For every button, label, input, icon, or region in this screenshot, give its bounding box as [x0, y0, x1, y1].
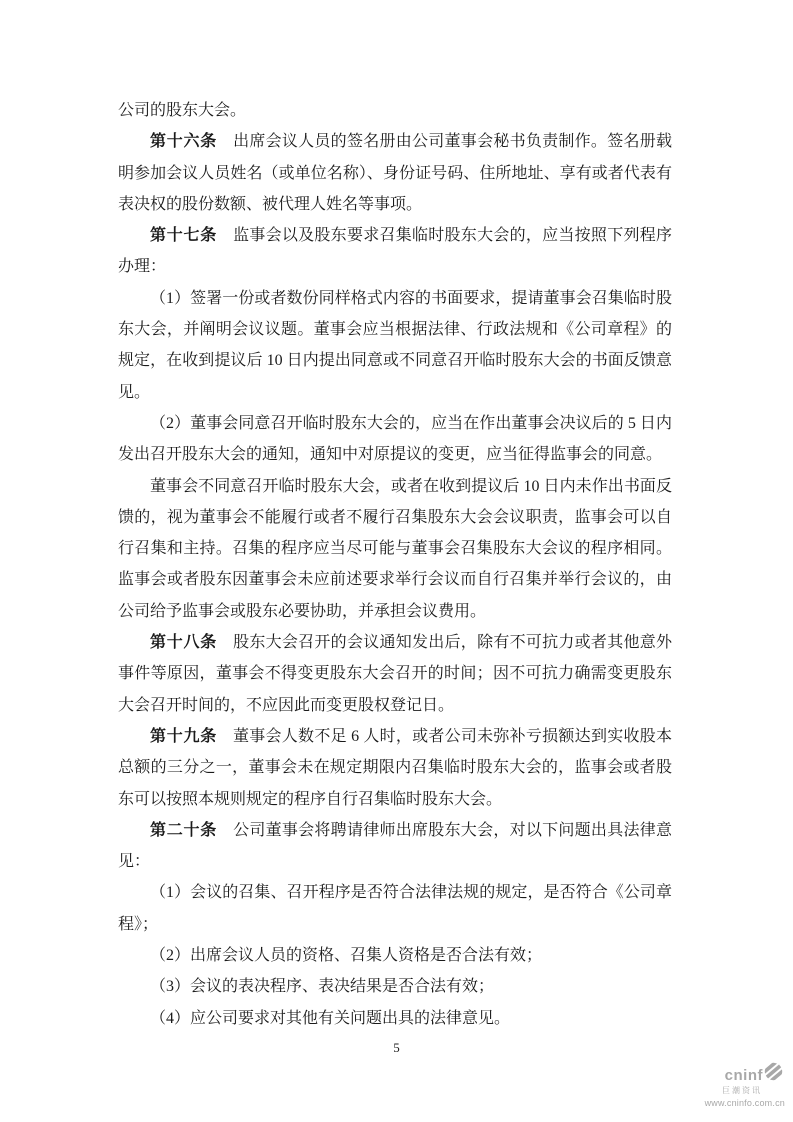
cninfo-logo-row	[695, 1065, 785, 1086]
paragraph	[118, 95, 672, 126]
paragraph-text: （2）出席会议人员的资格、召集人资格是否合法有效；	[150, 947, 543, 965]
article-number: 第二十条	[150, 821, 218, 839]
paragraph-text: 公司董事会将聘请律师出席股东大会，对以下问题出具法律意见：	[118, 821, 672, 871]
paragraph-text: 公司的股东大会。	[118, 102, 247, 119]
article-paragraph	[118, 721, 672, 815]
paragraph-text: 董事会不同意召开临时股东大会，或者在收到提议后 10 日内未作出书面反馈的，视为董事会不能履行或者不履行召集股东大会会议职责，监事会可以自行召集和主持。召集的程序应当尽可能与董事会召集股东大会议的程序相同。监事会或者股东因董事会未应前述要求举行会议而自行召集并举行会议的，由公司给予监事会或股东必要协助，并承担会议费用。	[118, 477, 672, 620]
article-paragraph	[118, 126, 672, 220]
paragraph-text: （1）签署一份或者数份同样格式内容的书面要求，提请董事会召集临时股东大会，并阐明会议议题。董事会应当根据法律、行政法规和《公司章程》的规定，在收到提议后 10 日内提出同意或不同意召开临时股东大会的书面反馈意见。	[118, 289, 672, 401]
cninfo-watermark	[695, 1065, 785, 1108]
paragraph-text: （4）应公司要求对其他有关问题出具的法律意见。	[150, 1009, 511, 1027]
paragraph	[118, 1003, 672, 1034]
paragraph	[118, 877, 672, 940]
paragraph-text: （1）会议的召集、召开程序是否符合法律法规的规定，是否符合《公司章程》；	[118, 884, 672, 933]
paragraph	[118, 408, 672, 471]
cninfo-logo-text: cninf	[724, 1067, 763, 1084]
article-number: 第十八条	[150, 634, 218, 652]
cninfo-url: www.cninfo.com.cn	[704, 1098, 785, 1108]
article-number: 第十九条	[150, 727, 218, 745]
article-paragraph	[118, 220, 672, 283]
article-paragraph	[118, 815, 672, 878]
paragraph	[118, 283, 672, 408]
article-number: 第十六条	[150, 133, 218, 151]
article-paragraph	[118, 627, 672, 721]
paragraph-text: 监事会以及股东要求召集临时股东大会的，应当按照下列程序办理：	[118, 227, 672, 276]
paragraph	[118, 940, 672, 971]
paragraph	[118, 471, 672, 627]
article-number: 第十七条	[150, 227, 218, 245]
paragraph-text: 股东大会召开的会议通知发出后，除有不可抗力或者其他意外事件等原因，董事会不得变更股东大会召开的时间；因不可抗力确需变更股东大会召开时间的，不应因此而变更股权登记日。	[118, 634, 672, 714]
paragraph	[118, 971, 672, 1002]
document-body	[118, 95, 672, 1034]
paragraph-text: （2）董事会同意召开临时股东大会的，应当在作出董事会决议后的 5 日内发出召开股东大会的通知，通知中对原提议的变更，应当征得监事会的同意。	[118, 414, 672, 464]
paragraph-text: （3）会议的表决程序、表决结果是否合法有效；	[150, 978, 495, 996]
cninfo-swirl-icon	[764, 1062, 783, 1086]
paragraph-text: 出席会议人员的签名册由公司董事会秘书负责制作。签名册载明参加会议人员姓名（或单位名称）、身份证号码、住所地址、享有或者代表有表决权的股份数额、被代理人姓名等事项。	[118, 133, 672, 213]
page-number: 5	[393, 1040, 400, 1055]
cninfo-logo-chinese: 巨潮资讯	[722, 1086, 762, 1095]
paragraph-text: 董事会人数不足 6 人时，或者公司未弥补亏损额达到实收股本总额的三分之一，董事会未在规定期限内召集临时股东大会的，监事会或者股东可以按照本规则规定的程序自行召集临时股东大会。	[118, 727, 672, 808]
